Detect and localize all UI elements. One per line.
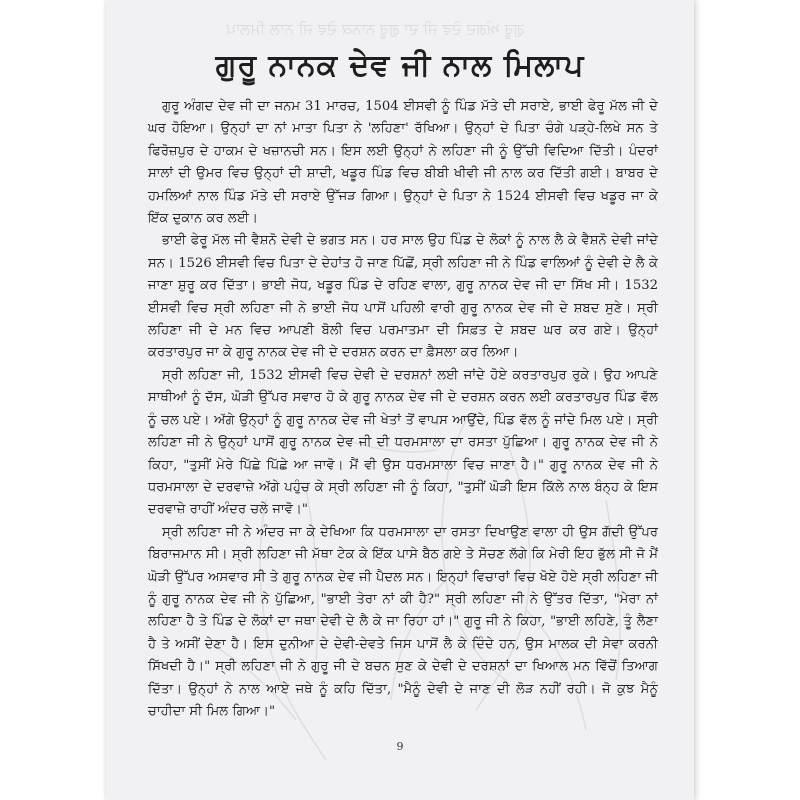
paragraph: ਗੁਰੂ ਅੰਗਦ ਦੇਵ ਜੀ ਦਾ ਜਨਮ 31 ਮਾਰਚ, 1504 ਈਸਵੀ ਨੂੰ ਪਿੰਡ ਮੱਤੇ ਦੀ ਸਰਾਏ, ਭਾਈ ਫੇਰੂ ਮੱਲ ਜੀ ਦੇ ਘਰ ਹੋਇਆ। ਉਨ੍ਹਾਂ ਦਾ ਨਾਂ ਮਾਤਾ ਪਿਤਾ ਨੇ 'ਲਹਿਣਾ' ਰੱਖਿਆ। ਉਨ੍ਹਾਂ ਦੇ ਪਿਤਾ ਚੰਗੇ ਪੜ੍ਹੇ-ਲਿਖੇ ਸਨ ਤੇ ਫਿਰੋਜ਼ਪੁਰ ਦੇ ਹਾਕਮ ਦੇ ਖਜ਼ਾਨਚੀ ਸਨ। ਇਸ ਲਈ ਉਨ੍ਹਾਂ ਨੇ ਲਹਿਣਾ ਜੀ ਨੂੰ ਉੱਚੀ ਵਿਦਿਆ ਦਿੱਤੀ। ਪੰਦਰਾਂ ਸਾਲਾਂ ਦੀ ਉਮਰ ਵਿਚ ਉਨ੍ਹਾਂ ਦੀ ਸ਼ਾਦੀ, ਖਡੂਰ ਪਿੰਡ ਵਿਚ ਬੀਬੀ ਖੀਵੀ ਜੀ ਨਾਲ ਕਰ ਦਿੱਤੀ ਗਈ। ਬਾਬਰ ਦੇ ਹਮਲਿਆਂ ਨਾਲ ਪਿੰਡ ਮੱਤੇ ਦੀ ਸਰਾਏ ਉੱਜੜ ਗਿਆ। ਉਨ੍ਹਾਂ ਦੇ ਪਿਤਾ ਨੇ 1524 ਈਸਵੀ ਵਿਚ ਖਡੂਰ ਜਾ ਕੇ ਇੱਕ ਦੁਕਾਨ ਕਰ ਲਈ। [148, 99, 658, 227]
paragraph: ਭਾਈ ਫੇਰੂ ਮੱਲ ਜੀ ਵੈਸ਼ਨੋ ਦੇਵੀ ਦੇ ਭਗਤ ਸਨ। ਹਰ ਸਾਲ ਉਹ ਪਿੰਡ ਦੇ ਲੋਕਾਂ ਨੂੰ ਨਾਲ ਲੈ ਕੇ ਵੈਸ਼ਨੋ ਦੇਵੀ ਜਾਂਦੇ ਸਨ। 1526 ਈਸਵੀ ਵਿਚ ਪਿਤਾ ਦੇ ਦੇਹਾਂਤ ਹੋ ਜਾਣ ਪਿੱਛੋਂ, ਸ੍ਰੀ ਲਹਿਣਾ ਜੀ ਨੇ ਪਿੰਡ ਵਾਲਿਆਂ ਨੂੰ ਦੇਵੀ ਦੇ ਲੈ ਕੇ ਜਾਣਾ ਸ਼ੁਰੂ ਕਰ ਦਿੱਤਾ। ਭਾਈ ਜੋਧ, ਖਡੂਰ ਪਿੰਡ ਦੇ ਰਹਿਣ ਵਾਲਾ, ਗੁਰੂ ਨਾਨਕ ਦੇਵ ਜੀ ਦਾ ਸਿੱਖ ਸੀ। 1532 ਈਸਵੀ ਵਿਚ ਸ੍ਰੀ ਲਹਿਣਾ ਜੀ ਨੇ ਭਾਈ ਜੋਧ ਪਾਸੋਂ ਪਹਿਲੀ ਵਾਰੀ ਗੁਰੂ ਨਾਨਕ ਦੇਵ ਜੀ ਦੇ ਸ਼ਬਦ ਸੁਣੇ। ਸ੍ਰੀ ਲਹਿਣਾ ਜੀ ਦੇ ਮਨ ਵਿਚ ਆਪਣੀ ਬੋਲੀ ਵਿਚ ਪਰਮਾਤਮਾ ਦੀ ਸਿਫ਼ਤ ਦੇ ਸ਼ਬਦ ਘਰ ਕਰ ਗਏ। ਉਨ੍ਹਾਂ ਕਰਤਾਰਪੁਰ ਜਾ ਕੇ ਗੁਰੂ ਨਾਨਕ ਦੇਵ ਜੀ ਦੇ ਦਰਸ਼ਨ ਕਰਨ ਦਾ ਫ਼ੈਸਲਾ ਕਰ ਲਿਆ। [148, 233, 658, 361]
page-number: 9 [396, 740, 404, 753]
book-page [106, 0, 694, 800]
page-title: ਗੁਰੂ ਨਾਨਕ ਦੇਵ ਜੀ ਨਾਲ ਮਿਲਾਪ [215, 48, 585, 83]
paragraph: ਸ੍ਰੀ ਲਹਿਣਾ ਜੀ, 1532 ਈਸਵੀ ਵਿਚ ਦੇਵੀ ਦੇ ਦਰਸ਼ਨਾਂ ਲਈ ਜਾਂਦੇ ਹੋਏ ਕਰਤਾਰਪੁਰ ਰੁਕੇ। ਉਹ ਆਪਣੇ ਸਾਥੀਆਂ ਨੂੰ ਦੱਸ, ਘੋੜੀ ਉੱਪਰ ਸਵਾਰ ਹੋ ਕੇ ਗੁਰੂ ਨਾਨਕ ਦੇਵ ਜੀ ਦੇ ਦਰਸ਼ਨ ਕਰਨ ਲਈ ਕਰਤਾਰਪੁਰ ਪਿੰਡ ਵੱਲ ਨੂੰ ਚਲ ਪਏ। ਅੱਗੇ ਉਨ੍ਹਾਂ ਨੂੰ ਗੁਰੂ ਨਾਨਕ ਦੇਵ ਜੀ ਖੇਤਾਂ ਤੋਂ ਵਾਪਸ ਆਉਂਦੇ, ਪਿੰਡ ਵੱਲ ਨੂੰ ਜਾਂਦੇ ਮਿਲ ਪਏ। ਸ੍ਰੀ ਲਹਿਣਾ ਜੀ ਨੇ ਉਨ੍ਹਾਂ ਪਾਸੋਂ ਗੁਰੂ ਨਾਨਕ ਦੇਵ ਜੀ ਦੀ ਧਰਮਸਾਲਾ ਦਾ ਰਸਤਾ ਪੁੱਛਿਆ। ਗੁਰੂ ਨਾਨਕ ਦੇਵ ਜੀ ਨੇ ਕਿਹਾ, "ਤੁਸੀਂ ਮੇਰੇ ਪਿੱਛੇ ਪਿੱਛੇ ਆ ਜਾਵੋ। ਮੈਂ ਵੀ ਉਸ ਧਰਮਸਾਲਾ ਵਿਚ ਜਾਣਾ ਹੈ।" ਗੁਰੂ ਨਾਨਕ ਦੇਵ ਜੀ ਨੇ ਧਰਮਸਾਲਾ ਦੇ ਦਰਵਾਜ਼ੇ ਅੱਗੇ ਪਹੁੰਚ ਕੇ ਸ੍ਰੀ ਲਹਿਣਾ ਜੀ ਨੂੰ ਕਿਹਾ, "ਤੁਸੀਂ ਘੋੜੀ ਇਸ ਕਿੱਲੇ ਨਾਲ ਬੰਨ੍ਹ ਕੇ ਇਸ ਦਰਵਾਜ਼ੇ ਰਾਹੀਂ ਅੰਦਰ ਚਲੇ ਜਾਵੋ।" [148, 367, 658, 518]
paragraph: ਸ੍ਰੀ ਲਹਿਣਾ ਜੀ ਨੇ ਅੰਦਰ ਜਾ ਕੇ ਦੇਖਿਆ ਕਿ ਧਰਮਸਾਲਾ ਦਾ ਰਸਤਾ ਦਿਖਾਉਣ ਵਾਲਾ ਹੀ ਉਸ ਗੱਦੀ ਉੱਪਰ ਬਿਰਾਜਮਾਨ ਸੀ। ਸ੍ਰੀ ਲਹਿਣਾ ਜੀ ਮੱਥਾ ਟੇਕ ਕੇ ਇੱਕ ਪਾਸੇ ਬੈਠ ਗਏ ਤੇ ਸੋਚਣ ਲੱਗੇ ਕਿ ਮੇਰੀ ਇਹ ਭੁੱਲ ਸੀ ਜੋ ਮੈਂ ਘੋੜੀ ਉੱਪਰ ਅਸਵਾਰ ਸੀ ਤੇ ਗੁਰੂ ਨਾਨਕ ਦੇਵ ਜੀ ਪੈਦਲ ਸਨ। ਇਨ੍ਹਾਂ ਵਿਚਾਰਾਂ ਵਿਚ ਖੋਏ ਹੋਏ ਸ੍ਰੀ ਲਹਿਣਾ ਜੀ ਨੂੰ ਗੁਰੂ ਨਾਨਕ ਦੇਵ ਜੀ ਨੇ ਪੁੱਛਿਆ, "ਭਾਈ ਤੇਰਾ ਨਾਂ ਕੀ ਹੈ?" ਸ੍ਰੀ ਲਹਿਣਾ ਜੀ ਨੇ ਉੱਤਰ ਦਿੱਤਾ, "ਮੇਰਾ ਨਾਂ ਲਹਿਣਾ ਹੈ ਤੇ ਪਿੰਡ ਦੇ ਲੋਕਾਂ ਦਾ ਜਥਾ ਦੇਵੀ ਦੇ ਲੈ ਕੇ ਜਾ ਰਿਹਾ ਹਾਂ।" ਗੁਰੂ ਜੀ ਨੇ ਕਿਹਾ, "ਭਾਈ ਲਹਿਣੇ, ਤੂੰ ਲੈਣਾ ਹੈ ਤੇ ਅਸੀਂ ਦੇਣਾ ਹੈ। ਇਸ ਦੁਨੀਆ ਦੇ ਦੇਵੀ-ਦੇਵਤੇ ਜਿਸ ਪਾਸੋਂ ਲੈ ਕੇ ਦਿੰਦੇ ਹਨ, ਉਸ ਮਾਲਕ ਦੀ ਸੇਵਾ ਕਰਨੀ ਸਿੱਖਦੀ ਹੈ।" ਸ੍ਰੀ ਲਹਿਣਾ ਜੀ ਨੇ ਗੁਰੂ ਜੀ ਦੇ ਬਚਨ ਸੁਣ ਕੇ ਦੇਵੀ ਦੇ ਦਰਸ਼ਨਾਂ ਦਾ ਖਿਆਲ ਮਨ ਵਿੱਚੋਂ ਤਿਆਗ ਦਿੱਤਾ। ਉਨ੍ਹਾਂ ਨੇ ਨਾਲ ਆਏ ਜਥੇ ਨੂੰ ਕਹਿ ਦਿੱਤਾ, "ਮੈਨੂੰ ਦੇਵੀ ਦੇ ਜਾਣ ਦੀ ਲੋੜ ਨਹੀਂ ਰਹੀ। ਜੋ ਕੁਝ ਮੈਨੂੰ ਚਾਹੀਦਾ ਸੀ ਮਿਲ ਗਿਆ।" [148, 524, 658, 719]
body-text [148, 96, 658, 723]
bleed-through-header: ਗੁਰੂ ਅੰਗਦ ਦੇਵ ਜੀ ਦਾ ਗੁਰੂ ਨਾਨਕ ਦੇਵ ਜੀ ਨਾਲ ਮਿਲਾਪ [226, 20, 524, 38]
